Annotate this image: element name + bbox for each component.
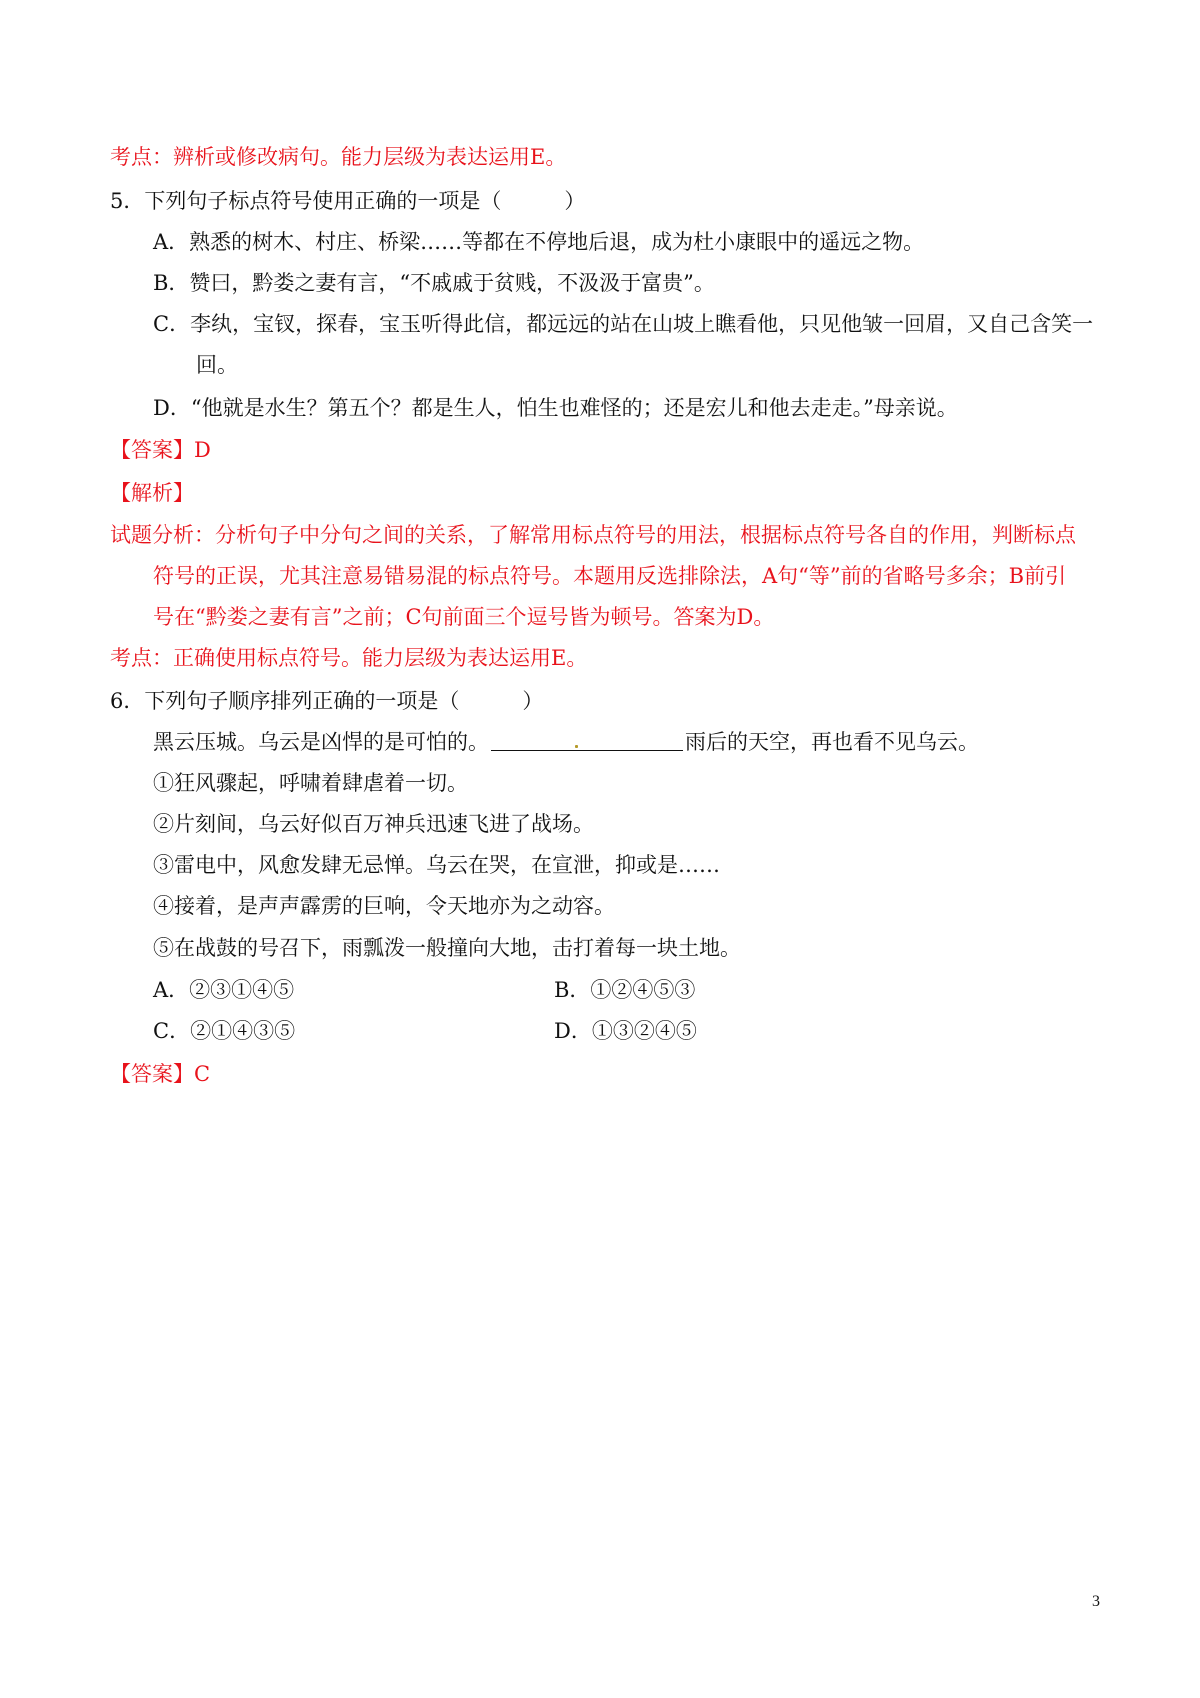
question-6-passage	[153, 727, 979, 757]
question-6-answer: 【答案】C	[110, 1062, 211, 1086]
question-6-sentence-3: ③雷电中，风愈发肆无忌惮。乌云在哭，在宣泄，抑或是……	[153, 853, 720, 877]
question-5-analysis-line-2: 符号的正误，尤其注意易错易混的标点符号。本题用反选排除法，A句“等”前的省略号多余；B前引	[153, 564, 1067, 588]
blank-mark	[575, 745, 578, 748]
question-6-option-d: D．①③②④⑤	[554, 1019, 697, 1043]
question-5-analysis-line-1: 试题分析：分析句子中分句之间的关系，了解常用标点符号的用法，根据标点符号各自的作用，判断标点	[110, 523, 1076, 547]
question-6-option-a: A．②③①④⑤	[153, 978, 295, 1002]
kaodian-1: 考点：辨析或修改病句。能力层级为表达运用E。	[110, 145, 567, 169]
question-6-option-b: B．①②④⑤③	[554, 978, 696, 1002]
question-5-analysis-line-3: 号在“黔娄之妻有言”之前；C句前面三个逗号皆为顿号。答案为D。	[153, 605, 775, 629]
question-5-option-b: B．赞曰，黔娄之妻有言，“不戚戚于贫贱，不汲汲于富贵”。	[153, 271, 715, 295]
passage-end: 雨后的天空，再也看不见乌云。	[685, 730, 979, 754]
question-5-option-d: D．“他就是水生？第五个？都是生人，怕生也难怪的；还是宏儿和他去走走。”母亲说。	[153, 396, 958, 420]
question-5-kaodian: 考点：正确使用标点符号。能力层级为表达运用E。	[110, 646, 588, 670]
page-number: 3	[1092, 1593, 1100, 1610]
question-5-option-a: A．熟悉的树木、村庄、桥梁……等都在不停地后退，成为杜小康眼中的遥远之物。	[153, 230, 925, 254]
question-6-sentence-4: ④接着，是声声霹雳的巨响，令天地亦为之动容。	[153, 894, 615, 918]
question-6-sentence-5: ⑤在战鼓的号召下，雨瓢泼一般撞向大地，击打着每一块土地。	[153, 936, 741, 960]
question-5-answer: 【答案】D	[110, 438, 211, 462]
passage-start: 黑云压城。乌云是凶悍的是可怕的。	[153, 730, 489, 754]
question-5-stem: 5．下列句子标点符号使用正确的一项是（ ）	[110, 189, 586, 213]
question-6-stem: 6．下列句子顺序排列正确的一项是（ ）	[110, 689, 544, 713]
question-5-option-c-line-1: C．李纨，宝钗，探春，宝玉听得此信，都远远的站在山坡上瞧看他，只见他皱一回眉，又自己含笑一	[153, 312, 1094, 336]
fill-in-blank	[491, 728, 683, 751]
question-6-sentence-1: ①狂风骤起，呼啸着肆虐着一切。	[153, 771, 468, 795]
question-6-sentence-2: ②片刻间，乌云好似百万神兵迅速飞进了战场。	[153, 812, 594, 836]
question-6-option-c: C．②①④③⑤	[153, 1019, 296, 1043]
question-5-analysis-label: 【解析】	[110, 481, 194, 505]
question-5-option-c-line-2: 回。	[196, 353, 238, 377]
